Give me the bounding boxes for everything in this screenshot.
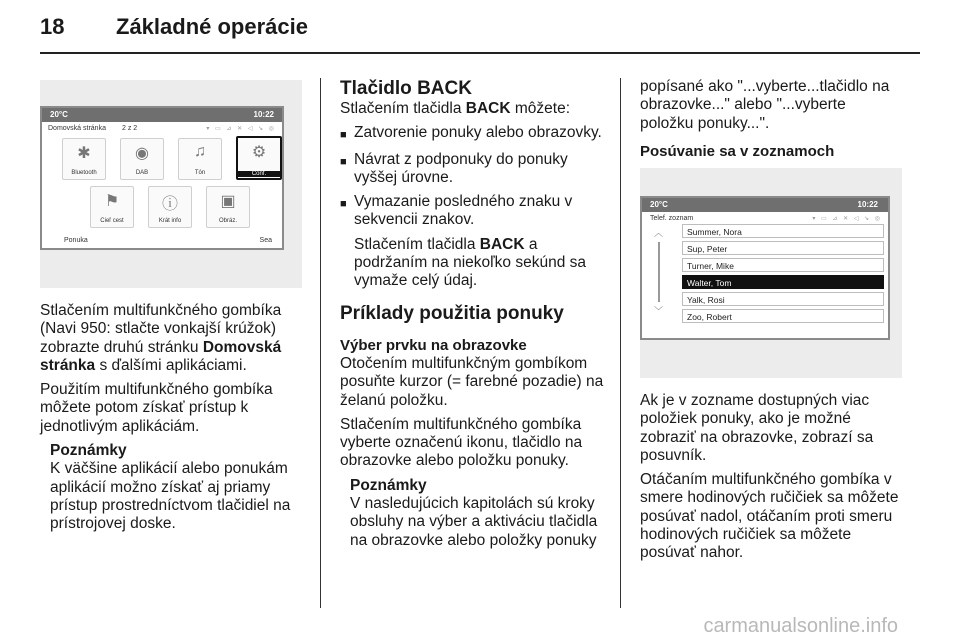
list-item-selected[interactable]: Walter, Tom: [682, 275, 884, 289]
list-item: ■ Vymazanie posledného znaku v sekvencii znakov.: [340, 193, 573, 229]
section-heading-examples: Príklady použitia ponuky: [340, 302, 564, 324]
list-item[interactable]: Sup, Peter: [682, 241, 884, 255]
note-title: Poznámky: [50, 442, 127, 460]
paragraph: Otočením multifunkčným gombíkom posuňte kurzor (= farebné pozadie) na želanú položku.: [340, 354, 604, 409]
scroll-down-icon[interactable]: ﹀: [654, 306, 664, 316]
paragraph: popísané ako "...vyberte...tlačidlo na obrazovke..." alebo "...vyberte položku ponuky...".: [640, 78, 890, 132]
bluetooth-icon: ✱: [77, 145, 91, 162]
paragraph: Stlačením tlačidla BACK a podržaním na niekoľko sekúnd sa vymaže celý údaj.: [354, 235, 586, 290]
temperature: 20°C: [50, 110, 68, 119]
note-text: V nasledujúcich kapitolách sú kroky obsluhy na výber a aktiváciu tlačidla na obrazovke alebo položky ponuky: [350, 495, 598, 549]
screen-title: Domovská stránka: [48, 125, 106, 132]
tile-tone[interactable]: ♫ Tón: [178, 138, 222, 180]
list-item[interactable]: Zoo, Robert: [682, 309, 884, 323]
header-rule: [40, 52, 920, 54]
paragraph: Stlačením multifunkčného gombíka vyberte označenú ikonu, tlačidlo na obrazovke alebo položku ponuky.: [340, 415, 583, 470]
page-title: Základné operácie: [116, 14, 308, 39]
list-item: ■ Zatvorenie ponuky alebo obrazovky.: [340, 124, 608, 144]
list-item[interactable]: Turner, Mike: [682, 258, 884, 272]
tile-images[interactable]: ▣ Obráz.: [206, 186, 250, 228]
paragraph: Otáčaním multifunkčného gombíka v smere hodinových ručičiek sa môžete posúvať nadol, otáčaním proti smeru hodinových ručičiek sa môžete posúvať nahor.: [640, 471, 899, 562]
status-icons: ▾ ▭ ⊿ ✕ ◁ ↘ ◎: [206, 126, 276, 132]
scrollbar[interactable]: [658, 242, 660, 302]
list-item[interactable]: Yalk, Rosi: [682, 292, 884, 306]
dab-icon: ◉: [135, 145, 149, 162]
temperature: 20°C: [650, 200, 668, 209]
page-number: 18: [40, 14, 65, 39]
column-3-bottom-text: [640, 392, 905, 569]
paragraph: Ak je v zozname dostupných viac položiek ponuky, ako je možné zobraziť na obrazovke, zobrazí sa posuvník.: [640, 392, 874, 464]
subheading-select: Výber prvku na obrazovke: [340, 336, 527, 354]
paragraph: Stlačením tlačidla BACK môžete:: [340, 100, 571, 117]
column-divider-2: [620, 78, 621, 608]
note: [50, 442, 298, 533]
column-2-text: [340, 78, 608, 550]
bullet-square-icon: ■: [340, 129, 347, 142]
info-icon: ⓘ: [161, 196, 178, 213]
list-item: ■ Návrat z podponuky do ponuky vyššej úrovne.: [340, 150, 568, 186]
note: [350, 477, 608, 550]
scroll-up-icon[interactable]: ︿: [654, 228, 664, 238]
screen-status-bar: [642, 198, 888, 212]
status-icons: ▾ ▭ ⊿ ✕ ◁ ↘ ◎: [812, 216, 882, 222]
screen-title: Telef. zoznam: [650, 215, 694, 222]
tile-destination[interactable]: ⚑ Cieľ cest: [90, 186, 134, 228]
gear-icon: ⚙: [251, 144, 267, 161]
tile-conf[interactable]: ⚙ Conf.: [236, 136, 282, 180]
home-screenshot-frame: [40, 80, 302, 288]
note-title: Poznámky: [350, 476, 427, 494]
note-text: K väčšine aplikácií alebo ponukám aplikácií možno získať aj priamy prístup prostredníctvom tlačidiel na prístrojovej doske.: [50, 460, 291, 533]
column-divider-1: [320, 78, 321, 608]
tile-traffic-info[interactable]: ⓘ Krát info: [148, 186, 192, 228]
menu-softkey[interactable]: Ponuka: [64, 237, 88, 244]
phonebook-screen: [640, 196, 890, 340]
list-item[interactable]: Summer, Nora: [682, 224, 884, 238]
tile-dab[interactable]: ◉ DAB: [120, 138, 164, 180]
image-icon: ▣: [220, 193, 236, 210]
screen-page-indicator: 2 z 2: [122, 125, 138, 132]
clock: 10:22: [253, 110, 274, 119]
column-1-text: [40, 302, 298, 534]
bullet-square-icon: ■: [340, 155, 347, 168]
flag-icon: ⚑: [104, 193, 120, 210]
list-screenshot-frame: [640, 168, 902, 378]
bullet-square-icon: ■: [340, 198, 347, 211]
section-heading-back: Tlačidlo BACK: [340, 78, 472, 99]
clock: 10:22: [857, 200, 878, 209]
search-softkey[interactable]: Sea: [259, 237, 272, 244]
tone-icon: ♫: [194, 143, 206, 160]
paragraph: Použitím multifunkčného gombíka môžete potom získať prístup k jednotlivým aplikáciám.: [40, 381, 273, 435]
subheading-scroll: Posúvanie sa v zoznamoch: [640, 142, 835, 160]
screen-status-bar: [42, 108, 282, 122]
paragraph: Stlačením multifunkčného gombíka (Navi 950: stlačte vonkajší krúžok) zobrazte druhú stránku Domovská stránka s ďalšími aplikáciami.: [40, 302, 282, 374]
watermark: carmanualsonline.info: [703, 615, 898, 637]
column-3-top-text: [640, 78, 902, 161]
tile-bluetooth[interactable]: ✱ Bluetooth: [62, 138, 106, 180]
home-screen: [40, 106, 284, 250]
